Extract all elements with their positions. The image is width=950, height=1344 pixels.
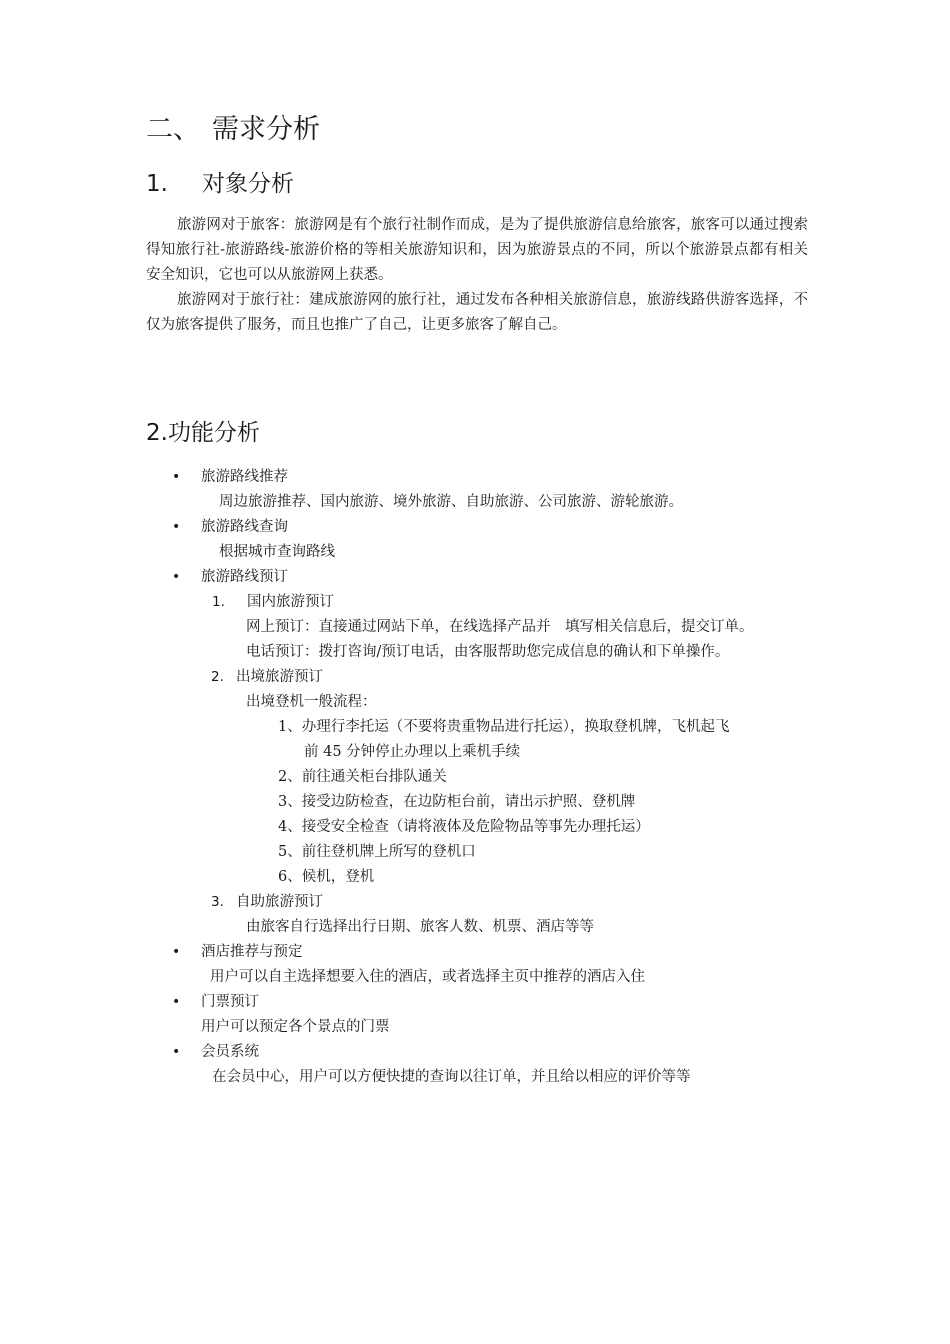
boarding-flow-title: 出境登机一般流程： [246,694,377,710]
function-item-title: 旅游路线预订 [201,569,288,585]
sub-item-title: 自助旅游预订 [236,894,323,910]
boarding-step: 6、候机，登机 [278,869,375,885]
function-item-desc: 用户可以自主选择想要入住的酒店，或者选择主页中推荐的酒店入住 [210,969,645,985]
bullet-marker: • [172,994,181,1010]
function-item-title: 旅游路线查询 [201,519,288,535]
section-number: 二、 [146,114,200,145]
sub-item-number: 3. [211,894,224,910]
domestic-online-booking: 网上预订：直接通过网站下单，在线选择产品并 填写相关信息后，提交订单。 [246,619,754,635]
boarding-step-continuation: 前 45 分钟停止办理以上乘机手续 [304,744,521,760]
sub-item-number: 2. [211,669,224,685]
sub-item-title: 出境旅游预订 [236,669,323,685]
function-item-desc: 用户可以预定各个景点的门票 [201,1019,390,1035]
boarding-step: 3、接受边防检查，在边防柜台前，请出示护照、登机牌 [278,794,636,810]
bullet-marker: • [172,944,181,960]
function-item-desc: 周边旅游推荐、国内旅游、境外旅游、自助旅游、公司旅游、游轮旅游。 [219,494,683,510]
object-analysis-number: 1. [146,171,168,197]
boarding-step: 4、接受安全检查（请将液体及危险物品等事先办理托运） [278,819,650,835]
section-title: 需求分析 [212,114,320,145]
bullet-marker: • [172,569,181,585]
function-analysis-heading: 2.功能分析 [146,420,260,446]
bullet-marker: • [172,1044,181,1060]
object-analysis-heading [146,166,294,202]
sub-item-number: 1. [212,594,225,610]
object-analysis-paragraph-1: 旅游网对于旅客：旅游网是有个旅行社制作而成，是为了提供旅游信息给旅客，旅客可以通过搜索得知旅行社-旅游路线-旅游价格的等相关旅游知识和，因为旅游景点的不同，所以个旅游景点都有相关安全知识，它也可以从旅游网上获悉。 [146,217,808,283]
object-analysis-paragraph-2: 旅游网对于旅行社：建成旅游网的旅行社，通过发布各种相关旅游信息，旅游线路供游客选择，不仅为旅客提供了服务，而且也推广了自己，让更多旅客了解自己。 [146,292,808,333]
function-item-title: 会员系统 [201,1044,259,1060]
sub-item-desc: 由旅客自行选择出行日期、旅客人数、机票、酒店等等 [246,919,594,935]
bullet-marker: • [172,469,181,485]
section-heading [146,110,320,150]
boarding-step: 2、前往通关柜台排队通关 [278,769,447,785]
function-item-title: 酒店推荐与预定 [201,944,303,960]
domestic-phone-booking: 电话预订：拨打咨询/预订电话，由客服帮助您完成信息的确认和下单操作。 [246,644,730,660]
bullet-marker: • [172,519,181,535]
object-analysis-title: 对象分析 [202,171,294,197]
function-item-desc: 在会员中心，用户可以方便快捷的查询以往订单，并且给以相应的评价等等 [212,1069,691,1085]
boarding-step: 5、前往登机牌上所写的登机口 [278,844,476,860]
function-item-desc: 根据城市查询路线 [219,544,335,560]
boarding-step: 1、办理行李托运（不要将贵重物品进行托运），换取登机牌，飞机起飞 [278,719,730,735]
sub-item-title: 国内旅游预订 [247,594,334,610]
function-item-title: 门票预订 [201,994,259,1010]
function-item-title: 旅游路线推荐 [201,469,288,485]
